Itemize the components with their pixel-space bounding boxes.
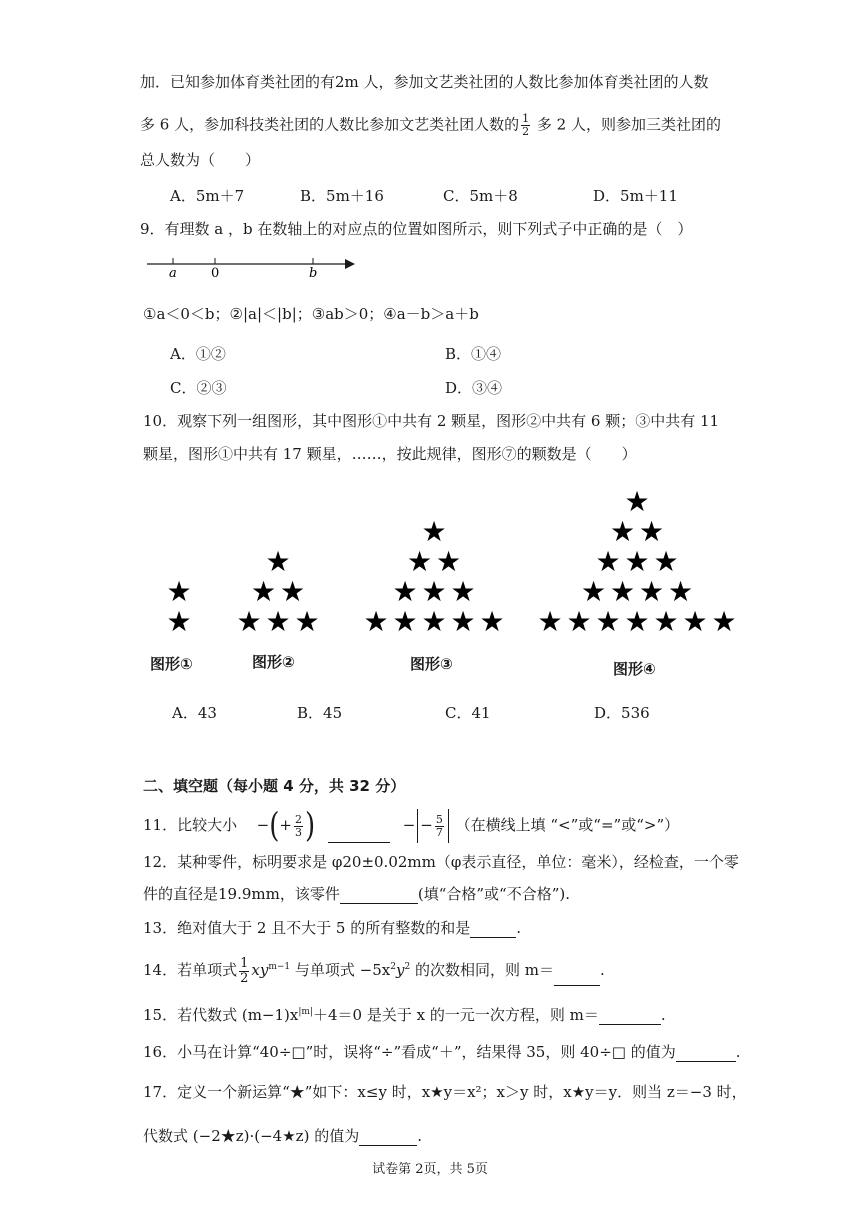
q17-line1: 17．定义一个新运算“★”如下：x≤y 时，x★y＝x²；x＞y 时，x★y＝y．则当 z＝−3 时， <box>143 1083 747 1101</box>
number-line-figure <box>143 251 358 281</box>
star-icon: ★ <box>537 605 563 638</box>
q8-option-c: C．5m＋8 <box>443 187 518 205</box>
q15: 15．若代数式 $(m-1)x^{|m|}+4=0$ 是关于 x 的一元一次方程，则 m＝ . <box>143 1006 666 1024</box>
q10-option-b: B．45 <box>297 704 343 722</box>
q10-line1: 10．观察下列一组图形，其中图形①中共有 2 颗星，图形②中共有 6 颗；③中共有 11 <box>143 412 720 430</box>
q12-line1: 12．某种零件，标明要求是 φ20±0.02mm（φ表示直径，单位：毫米），经检查，一个零 <box>143 853 739 871</box>
q9-stem: 9．有理数 a ，b 在数轴上的对应点的位置如图所示，则下列式子中正确的是（ ） <box>140 220 693 238</box>
star-icon: ★ <box>392 605 418 638</box>
q11-answer-blank[interactable] <box>328 842 390 843</box>
number-line-arrow <box>345 259 355 269</box>
q11: 11．比较大小 −(+ $\frac{2}{3}$ ) − − $\frac{5}{7}$ （在横线上填 “<”或“=”或“>”） <box>143 806 680 846</box>
figure-label-1: 图形① <box>150 655 193 673</box>
star-icon: ★ <box>406 545 433 578</box>
star-icon: ★ <box>624 485 650 518</box>
star-icon: ★ <box>421 515 447 548</box>
figure-label-3: 图形③ <box>410 655 453 673</box>
star-icon: ★ <box>294 605 320 638</box>
q12-answer-blank[interactable] <box>340 903 418 904</box>
star-icon: ★ <box>624 545 650 578</box>
star-icon: ★ <box>166 605 192 638</box>
star-icon: ★ <box>279 575 306 608</box>
q14: 14．若单项式 $\frac{1}{2}$ $xy^{m-1}$ 与单项式 $-5x^2y^2$ 的次数相同，则 m＝ . <box>143 955 605 986</box>
q16: 16．小马在计算“40÷□”时，误将“÷”看成“＋”，结果得 35，则 40÷□ 的值为 . <box>143 1043 741 1061</box>
q9-option-d: D．③④ <box>445 379 503 397</box>
q8-option-b: B．5m＋16 <box>300 187 384 205</box>
star-icon: ★ <box>265 545 291 578</box>
q8-option-d: D．5m＋11 <box>593 187 678 205</box>
star-icon: ★ <box>624 605 650 638</box>
q14-answer-blank[interactable] <box>554 985 600 986</box>
star-icon: ★ <box>265 605 291 638</box>
star-icon: ★ <box>250 575 277 608</box>
star-icon: ★ <box>609 575 636 608</box>
q9-option-b: B．①④ <box>445 345 502 363</box>
star-icon: ★ <box>450 605 476 638</box>
star-icon: ★ <box>435 545 462 578</box>
star-icon: ★ <box>653 545 679 578</box>
star-icon: ★ <box>392 575 418 608</box>
q8-line3: 总人数为（ ） <box>140 151 261 169</box>
star-icon: ★ <box>667 575 694 608</box>
q15-answer-blank[interactable] <box>599 1024 661 1025</box>
q8-fraction: $\frac{1}{2}$ <box>522 112 530 138</box>
figure-label-2: 图形② <box>252 653 295 671</box>
q9-statements: ①a＜0＜b；②|a|＜|b|；③ab＞0；④a－b＞a＋b <box>143 305 479 323</box>
q9-option-c: C．②③ <box>170 379 227 397</box>
q13: 13．绝对值大于 2 且不大于 5 的所有整数的和是 . <box>143 919 522 937</box>
star-icon: ★ <box>421 605 447 638</box>
axis-label-0: 0 <box>211 266 220 281</box>
q8-line2: 多 6 人，参加科技类社团的人数比参加文艺类社团人数的 $\frac{1}{2}$ 多 2 人，则参加三类社团的 <box>140 112 721 138</box>
q10-line2: 颗星，图形①中共有 17 颗星，……，按此规律，图形⑦的颗数是（ ） <box>143 445 637 463</box>
star-icon: ★ <box>479 605 505 638</box>
q10-option-a: A．43 <box>172 704 217 722</box>
star-icon: ★ <box>682 605 708 638</box>
axis-label-a: a <box>169 266 177 281</box>
star-icon: ★ <box>450 575 476 608</box>
q10-option-d: D．536 <box>594 704 650 722</box>
star-icon: ★ <box>166 575 192 608</box>
q8-option-a: A．5m＋7 <box>170 187 245 205</box>
figure-label-4: 图形④ <box>613 660 656 678</box>
star-icon: ★ <box>566 605 592 638</box>
axis-label-b: b <box>309 266 318 281</box>
star-icon: ★ <box>638 575 665 608</box>
q17-line2: 代数式 (−2★z)·(−4★z) 的值为 . <box>143 1127 422 1145</box>
star-icon: ★ <box>595 605 621 638</box>
page-footer: 试卷第 2页，共 5页 <box>372 1162 488 1177</box>
star-icon: ★ <box>363 605 389 638</box>
star-icon: ★ <box>580 575 607 608</box>
star-icon: ★ <box>711 605 737 638</box>
star-icon: ★ <box>595 545 621 578</box>
q13-answer-blank[interactable] <box>470 937 516 938</box>
q9-option-a: A．①② <box>170 345 226 363</box>
q10-option-c: C．41 <box>445 704 491 722</box>
q17-answer-blank[interactable] <box>359 1145 417 1146</box>
star-icon: ★ <box>653 605 679 638</box>
q16-answer-blank[interactable] <box>676 1061 736 1062</box>
star-icon: ★ <box>421 575 447 608</box>
star-icon: ★ <box>236 605 262 638</box>
q8-line1: 加．已知参加体育类社团的有2m 人，参加文艺类社团的人数比参加体育类社团的人数 <box>140 73 709 91</box>
section-title-fill-in: 二、填空题（每小题 4 分，共 32 分） <box>143 777 406 795</box>
q12-line2: 件的直径是19.9mm，该零件 (填“合格”或“不合格”). <box>143 885 571 903</box>
star-icon: ★ <box>609 515 636 548</box>
star-icon: ★ <box>638 515 665 548</box>
